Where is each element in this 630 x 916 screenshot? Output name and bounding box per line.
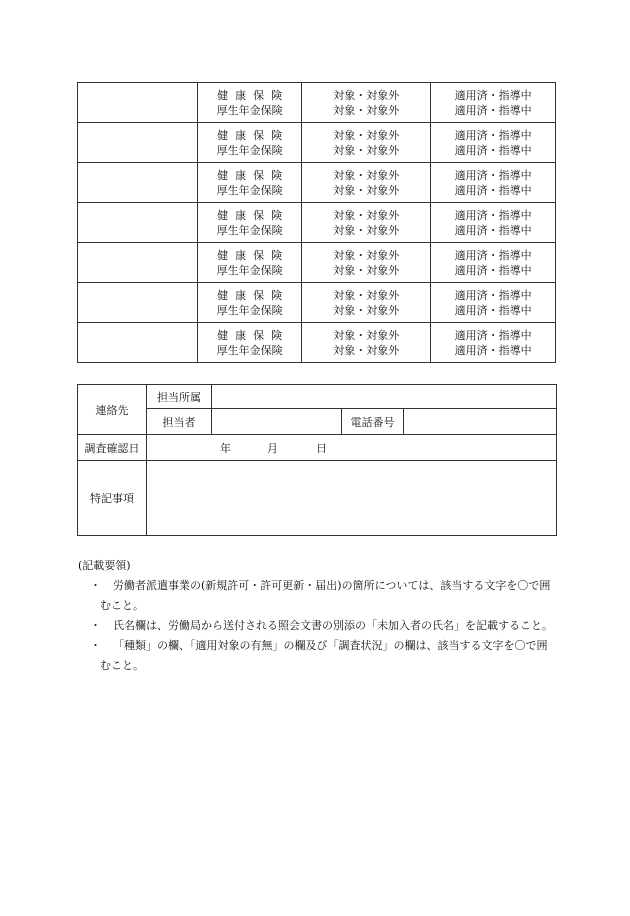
insurance-row — [78, 123, 556, 163]
date-day-label: 日 — [316, 441, 327, 455]
instruction-item — [78, 576, 556, 616]
survey-status-cell — [431, 163, 556, 203]
insurance-type-option[interactable]: 厚生年金保険 — [216, 263, 283, 277]
insurance-row — [78, 203, 556, 243]
applicability-cell — [302, 243, 431, 283]
survey-status-cell — [431, 83, 556, 123]
insurance-type-cell — [197, 83, 302, 123]
applicability-option[interactable]: 対象・対象外 — [333, 88, 400, 102]
applicability-option[interactable]: 対象・対象外 — [333, 223, 400, 237]
contact-label: 連絡先 — [78, 385, 147, 435]
applicability-cell — [302, 283, 431, 323]
department-label: 担当所属 — [147, 385, 212, 409]
applicability-option[interactable]: 対象・対象外 — [333, 263, 400, 277]
insurance-type-option[interactable]: 健康保険 — [217, 208, 290, 222]
insurance-row — [78, 323, 556, 363]
survey-status-option[interactable]: 適用済・指導中 — [454, 168, 532, 182]
insurance-type-option[interactable]: 厚生年金保険 — [216, 303, 283, 317]
insurance-row — [78, 163, 556, 203]
insurance-type-cell — [197, 203, 302, 243]
applicability-option[interactable]: 対象・対象外 — [333, 303, 400, 317]
applicability-cell — [302, 163, 431, 203]
instructions — [78, 556, 556, 676]
person-label: 担当者 — [147, 409, 212, 435]
insurance-type-cell — [197, 123, 302, 163]
applicability-option[interactable]: 対象・対象外 — [333, 288, 400, 302]
survey-status-cell — [431, 283, 556, 323]
insurance-type-option[interactable]: 健康保険 — [217, 88, 290, 102]
applicability-option[interactable]: 対象・対象外 — [333, 143, 400, 157]
person-field[interactable] — [212, 409, 342, 435]
date-month-label: 月 — [267, 441, 278, 455]
insurance-type-cell — [197, 243, 302, 283]
insured-name-cell[interactable] — [78, 83, 198, 123]
date-year-label: 年 — [220, 441, 231, 455]
applicability-option[interactable]: 対象・対象外 — [333, 183, 400, 197]
insurance-row — [78, 283, 556, 323]
applicability-cell — [302, 203, 431, 243]
survey-status-option[interactable]: 適用済・指導中 — [454, 343, 532, 357]
insurance-type-cell — [197, 283, 302, 323]
applicability-option[interactable]: 対象・対象外 — [333, 328, 400, 342]
instruction-text: 労働者派遣事業の(新規許可・許可更新・届出)の箇所については、該当する文字を〇で囲むこと。 — [100, 579, 551, 612]
applicability-cell — [302, 323, 431, 363]
survey-status-option[interactable]: 適用済・指導中 — [454, 303, 532, 317]
instruction-text: 氏名欄は、労働局から送付される照会文書の別添の「未加入者の氏名」を記載すること。 — [113, 619, 553, 632]
insurance-table-body — [78, 83, 556, 363]
bullet-icon: ・ — [90, 579, 101, 592]
insurance-type-option[interactable]: 健康保険 — [217, 168, 290, 182]
insurance-type-option[interactable]: 厚生年金保険 — [216, 143, 283, 157]
insured-name-cell[interactable] — [78, 123, 198, 163]
department-field[interactable] — [212, 385, 557, 409]
phone-field[interactable] — [404, 409, 557, 435]
survey-status-option[interactable]: 適用済・指導中 — [454, 223, 532, 237]
survey-status-option[interactable]: 適用済・指導中 — [454, 143, 532, 157]
insurance-type-cell — [197, 163, 302, 203]
applicability-option[interactable]: 対象・対象外 — [333, 343, 400, 357]
applicability-cell — [302, 123, 431, 163]
insurance-type-option[interactable]: 健康保険 — [217, 248, 290, 262]
instructions-list — [78, 576, 556, 676]
instruction-item — [78, 616, 556, 636]
insurance-type-option[interactable]: 厚生年金保険 — [216, 343, 283, 357]
survey-status-cell — [431, 203, 556, 243]
insurance-status-table — [77, 82, 556, 363]
phone-label: 電話番号 — [342, 409, 404, 435]
remarks-field[interactable] — [147, 461, 557, 536]
insurance-type-option[interactable]: 厚生年金保険 — [216, 103, 283, 117]
insurance-type-option[interactable]: 健康保険 — [217, 328, 290, 342]
applicability-option[interactable]: 対象・対象外 — [333, 248, 400, 262]
confirmation-date-field[interactable] — [147, 435, 557, 461]
survey-status-cell — [431, 123, 556, 163]
survey-status-cell — [431, 323, 556, 363]
instruction-text: 「種類」の欄、「適用対象の有無」の欄及び「調査状況」の欄は、該当する文字を〇で囲むこと。 — [100, 639, 548, 672]
insurance-type-cell — [197, 323, 302, 363]
bullet-icon: ・ — [90, 639, 101, 652]
insured-name-cell[interactable] — [78, 283, 198, 323]
insurance-row — [78, 83, 556, 123]
survey-status-cell — [431, 243, 556, 283]
applicability-cell — [302, 83, 431, 123]
survey-status-option[interactable]: 適用済・指導中 — [454, 263, 532, 277]
survey-status-option[interactable]: 適用済・指導中 — [454, 208, 532, 222]
applicability-option[interactable]: 対象・対象外 — [333, 208, 400, 222]
contact-table — [77, 384, 557, 536]
applicability-option[interactable]: 対象・対象外 — [333, 103, 400, 117]
applicability-option[interactable]: 対象・対象外 — [333, 128, 400, 142]
survey-status-option[interactable]: 適用済・指導中 — [454, 288, 532, 302]
survey-status-option[interactable]: 適用済・指導中 — [454, 88, 532, 102]
insurance-row — [78, 243, 556, 283]
survey-status-option[interactable]: 適用済・指導中 — [454, 128, 532, 142]
survey-status-option[interactable]: 適用済・指導中 — [454, 183, 532, 197]
insured-name-cell[interactable] — [78, 203, 198, 243]
survey-status-option[interactable]: 適用済・指導中 — [454, 103, 532, 117]
date-label: 調査確認日 — [78, 435, 147, 461]
insurance-type-option[interactable]: 厚生年金保険 — [216, 223, 283, 237]
bullet-icon: ・ — [90, 619, 101, 632]
insurance-type-option[interactable]: 健康保険 — [217, 288, 290, 302]
instruction-item — [78, 636, 556, 676]
survey-status-option[interactable]: 適用済・指導中 — [454, 248, 532, 262]
remarks-label: 特記事項 — [78, 461, 147, 536]
applicability-option[interactable]: 対象・対象外 — [333, 168, 400, 182]
insurance-type-option[interactable]: 健康保険 — [217, 128, 290, 142]
insured-name-cell[interactable] — [78, 243, 198, 283]
insured-name-cell[interactable] — [78, 163, 198, 203]
insured-name-cell[interactable] — [78, 323, 198, 363]
survey-status-option[interactable]: 適用済・指導中 — [454, 328, 532, 342]
insurance-type-option[interactable]: 厚生年金保険 — [216, 183, 283, 197]
instructions-heading: (記載要領) — [78, 559, 131, 572]
